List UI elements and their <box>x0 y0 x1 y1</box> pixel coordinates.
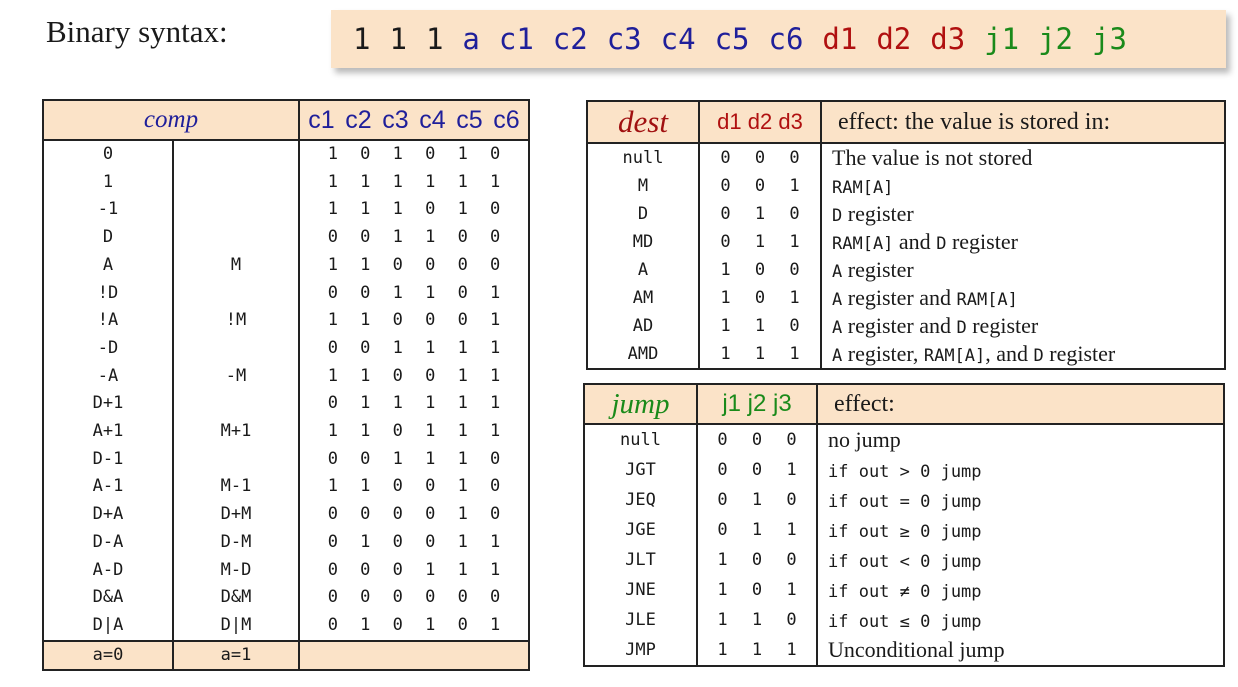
comp-a1-mnemonic: M+1 <box>173 418 299 446</box>
comp-a0-mnemonic: !A <box>43 307 173 335</box>
binary-syntax-title: Binary syntax: <box>46 14 228 49</box>
comp-a0-mnemonic: A-1 <box>43 473 173 501</box>
comp-row <box>43 446 529 474</box>
comp-row <box>43 584 529 612</box>
dest-mnemonic: D <box>587 200 699 228</box>
comp-bits: 0 0 0 0 0 0 <box>327 587 501 608</box>
footer-blank <box>299 641 529 671</box>
jump-row <box>584 575 1224 605</box>
effect-text: register <box>966 313 1039 338</box>
jump-mnemonic: JEQ <box>584 485 697 515</box>
comp-bits: 0 1 1 1 1 1 <box>327 393 501 414</box>
comp-header-row <box>43 100 529 140</box>
dest-row <box>587 256 1225 284</box>
effect-text: no jump <box>828 427 901 452</box>
jump-effect <box>817 605 1224 635</box>
dest-mnemonic: MD <box>587 228 699 256</box>
comp-bit-header: c3 <box>382 105 409 134</box>
comp-a1-mnemonic <box>173 224 299 252</box>
comp-a0-mnemonic: -D <box>43 335 173 363</box>
effect-text: if out = 0 jump <box>828 492 982 512</box>
comp-a0-mnemonic: 1 <box>43 169 173 197</box>
jump-effect <box>817 485 1224 515</box>
jump-table <box>583 383 1225 667</box>
jump-row <box>584 635 1224 666</box>
effect-text: RAM[A] <box>832 234 894 254</box>
comp-a1-mnemonic: D+M <box>173 501 299 529</box>
comp-bits: 0 0 1 1 1 0 <box>327 448 501 469</box>
comp-a1-mnemonic <box>173 335 299 363</box>
effect-text: if out ≠ 0 jump <box>828 582 982 602</box>
comp-bits: 0 0 1 1 0 1 <box>327 282 501 303</box>
jump-row <box>584 545 1224 575</box>
comp-bit-header: c2 <box>345 105 372 134</box>
effect-text: D <box>956 318 967 338</box>
comp-bits: 1 1 0 0 0 0 <box>327 254 501 275</box>
comp-a1-mnemonic: M <box>173 252 299 280</box>
comp-header: comp <box>143 106 199 133</box>
comp-a0-mnemonic: A-D <box>43 557 173 585</box>
comp-row <box>43 557 529 585</box>
jump-row <box>584 424 1224 455</box>
comp-row <box>43 390 529 418</box>
syntax-bit: c6 <box>768 22 804 56</box>
comp-a0-mnemonic: D+A <box>43 501 173 529</box>
effect-text: and <box>893 229 937 254</box>
effect-text: RAM[A] <box>923 346 986 366</box>
comp-bits: 1 1 1 1 1 1 <box>327 171 501 192</box>
comp-bit-header: c1 <box>308 105 335 134</box>
effect-text: D <box>936 234 947 254</box>
syntax-bit: c2 <box>552 22 588 56</box>
jump-mnemonic: JGE <box>584 515 697 545</box>
syntax-bit: c4 <box>660 22 696 56</box>
instruction-bit-pattern <box>331 10 1226 68</box>
comp-a1-mnemonic <box>173 390 299 418</box>
comp-row <box>43 612 529 641</box>
jump-effect <box>817 424 1224 455</box>
jump-effect <box>817 635 1224 666</box>
effect-text: register <box>842 257 914 282</box>
dest-mnemonic: M <box>587 172 699 200</box>
comp-a0-mnemonic: D <box>43 224 173 252</box>
jump-effect <box>817 455 1224 485</box>
comp-bits: 1 1 0 1 1 1 <box>327 421 501 442</box>
dest-mnemonic: AM <box>587 284 699 312</box>
comp-a0-mnemonic: D|A <box>43 612 173 641</box>
comp-row <box>43 418 529 446</box>
comp-a0-mnemonic: 0 <box>43 140 173 169</box>
comp-a0-mnemonic: D&A <box>43 584 173 612</box>
jump-bits: 1 1 1 <box>697 635 817 666</box>
comp-a1-mnemonic: D|M <box>173 612 299 641</box>
effect-text: , and <box>985 341 1034 366</box>
jump-mnemonic: JMP <box>584 635 697 666</box>
effect-text: D <box>1033 346 1044 366</box>
syntax-bit: c5 <box>714 22 750 56</box>
comp-a0-mnemonic: A+1 <box>43 418 173 446</box>
comp-a1-mnemonic <box>173 196 299 224</box>
comp-a1-mnemonic: M-D <box>173 557 299 585</box>
dest-header-row <box>587 101 1225 143</box>
jump-mnemonic: JLT <box>584 545 697 575</box>
syntax-bit: j1 <box>984 22 1020 56</box>
comp-a1-mnemonic: M-1 <box>173 473 299 501</box>
comp-bits: 1 1 1 0 1 0 <box>327 199 501 220</box>
comp-a1-mnemonic: !M <box>173 307 299 335</box>
jump-mnemonic: JLE <box>584 605 697 635</box>
dest-mnemonic: AMD <box>587 340 699 369</box>
comp-a1-mnemonic: D&M <box>173 584 299 612</box>
comp-row <box>43 140 529 169</box>
syntax-bit: 1 <box>389 22 407 56</box>
dest-bits: 1 1 1 <box>699 340 821 369</box>
jump-row <box>584 485 1224 515</box>
dest-row <box>587 200 1225 228</box>
comp-row <box>43 252 529 280</box>
dest-row <box>587 228 1225 256</box>
syntax-bit: d2 <box>876 22 912 56</box>
jump-bits: 0 1 1 <box>697 515 817 545</box>
comp-footer-row <box>43 641 529 671</box>
effect-text: RAM[A] <box>956 290 1018 310</box>
dest-bits: 0 0 0 <box>699 143 821 172</box>
dest-table <box>586 100 1226 370</box>
effect-text: register, <box>842 341 924 366</box>
effect-text: The value is not stored <box>832 145 1033 170</box>
dest-effect <box>821 172 1225 200</box>
jump-row <box>584 605 1224 635</box>
comp-row <box>43 307 529 335</box>
syntax-bit: d1 <box>822 22 858 56</box>
dest-effect-header: effect: the value is stored in: <box>838 108 1111 135</box>
dest-bits: 0 1 0 <box>699 200 821 228</box>
effect-text: register and <box>842 285 957 310</box>
comp-row <box>43 529 529 557</box>
a1-label: a=1 <box>173 641 299 671</box>
effect-text: A <box>832 262 843 282</box>
effect-text: if out ≥ 0 jump <box>828 522 982 542</box>
jump-header-row <box>584 384 1224 424</box>
syntax-bit: 1 <box>425 22 444 56</box>
effect-text: Unconditional jump <box>828 637 1005 662</box>
effect-text: A <box>832 290 843 310</box>
syntax-bit: j3 <box>1092 22 1127 56</box>
dest-bits: 1 0 1 <box>699 284 821 312</box>
effect-text: D <box>832 206 843 226</box>
a0-label: a=0 <box>43 641 173 671</box>
comp-row <box>43 169 529 197</box>
jump-bits: 0 1 0 <box>697 485 817 515</box>
effect-text: A <box>832 318 843 338</box>
dest-row <box>587 284 1225 312</box>
dest-header: dest <box>618 104 668 139</box>
comp-bits: 0 0 1 1 0 0 <box>327 227 501 248</box>
jump-effect <box>817 545 1224 575</box>
comp-bit-header: c4 <box>419 105 446 134</box>
jump-mnemonic: JGT <box>584 455 697 485</box>
dest-bits: 0 0 1 <box>699 172 821 200</box>
jump-bits: 0 0 1 <box>697 455 817 485</box>
dest-row <box>587 340 1225 369</box>
comp-bits: 1 1 0 0 1 0 <box>327 476 501 497</box>
comp-row <box>43 196 529 224</box>
jump-effect <box>817 515 1224 545</box>
comp-row <box>43 363 529 391</box>
comp-a0-mnemonic: A <box>43 252 173 280</box>
effect-text: A <box>832 346 843 366</box>
comp-row <box>43 280 529 308</box>
comp-a0-mnemonic: -1 <box>43 196 173 224</box>
comp-bits: 0 0 1 1 1 1 <box>327 337 501 358</box>
syntax-bit: 1 <box>353 22 371 56</box>
jump-bits: 1 0 0 <box>697 545 817 575</box>
dest-bits: 1 1 0 <box>699 312 821 340</box>
comp-a1-mnemonic <box>173 140 299 169</box>
effect-text: register <box>842 201 914 226</box>
jump-bits: 0 0 0 <box>697 424 817 455</box>
syntax-bit: c3 <box>606 22 642 56</box>
jump-row <box>584 455 1224 485</box>
comp-bit-header: c5 <box>456 105 483 134</box>
dest-effect <box>821 284 1225 312</box>
comp-bits: 1 0 1 0 1 0 <box>327 144 501 164</box>
effect-text: register <box>946 229 1018 254</box>
comp-row <box>43 473 529 501</box>
jump-effect <box>817 575 1224 605</box>
jump-header: jump <box>611 387 670 420</box>
jump-mnemonic: null <box>584 424 697 455</box>
dest-row <box>587 172 1225 200</box>
effect-text: register <box>1043 341 1116 366</box>
comp-bits: 1 1 0 0 1 1 <box>327 365 501 386</box>
effect-text: if out > 0 jump <box>828 462 982 482</box>
dest-row <box>587 143 1225 172</box>
jump-effect-header: effect: <box>834 390 895 417</box>
jump-bits: 1 0 1 <box>697 575 817 605</box>
jump-bit-headers: j1 j2 j3 <box>697 384 817 424</box>
dest-effect <box>821 312 1225 340</box>
comp-a1-mnemonic: D-M <box>173 529 299 557</box>
comp-a0-mnemonic: D-1 <box>43 446 173 474</box>
jump-bits: 1 1 0 <box>697 605 817 635</box>
dest-effect <box>821 143 1225 172</box>
dest-row <box>587 312 1225 340</box>
dest-mnemonic: AD <box>587 312 699 340</box>
effect-text: if out ≤ 0 jump <box>828 612 982 632</box>
dest-effect <box>821 256 1225 284</box>
comp-a1-mnemonic: -M <box>173 363 299 391</box>
comp-a1-mnemonic <box>173 280 299 308</box>
comp-a0-mnemonic: D+1 <box>43 390 173 418</box>
comp-a0-mnemonic: !D <box>43 280 173 308</box>
dest-effect <box>821 340 1225 369</box>
syntax-bit: c1 <box>498 22 534 56</box>
effect-text: if out < 0 jump <box>828 552 982 572</box>
dest-mnemonic: A <box>587 256 699 284</box>
comp-bits: 1 1 0 0 0 1 <box>327 310 501 331</box>
jump-mnemonic: JNE <box>584 575 697 605</box>
dest-effect <box>821 200 1225 228</box>
comp-bits: 0 0 0 1 1 1 <box>327 559 501 580</box>
comp-row <box>43 335 529 363</box>
syntax-bit: d3 <box>930 22 966 56</box>
comp-a0-mnemonic: -A <box>43 363 173 391</box>
dest-bits: 0 1 1 <box>699 228 821 256</box>
comp-row <box>43 224 529 252</box>
comp-bits: 0 0 0 0 1 0 <box>327 504 501 525</box>
jump-row <box>584 515 1224 545</box>
comp-bit-header: c6 <box>493 105 520 134</box>
comp-bits: 0 1 0 0 1 1 <box>327 531 501 552</box>
comp-a1-mnemonic <box>173 446 299 474</box>
dest-bit-headers: d1 d2 d3 <box>699 101 821 143</box>
dest-bits: 1 0 0 <box>699 256 821 284</box>
comp-table <box>42 99 530 671</box>
comp-a0-mnemonic: D-A <box>43 529 173 557</box>
dest-mnemonic: null <box>587 143 699 172</box>
syntax-bit: a <box>462 22 480 56</box>
syntax-bit: j2 <box>1038 22 1074 56</box>
effect-text: RAM[A] <box>832 178 894 198</box>
effect-text: register and <box>842 313 957 338</box>
comp-bits: 0 1 0 1 0 1 <box>327 614 501 635</box>
comp-bit-headers <box>299 100 529 140</box>
comp-row <box>43 501 529 529</box>
dest-effect <box>821 228 1225 256</box>
comp-a1-mnemonic <box>173 169 299 197</box>
